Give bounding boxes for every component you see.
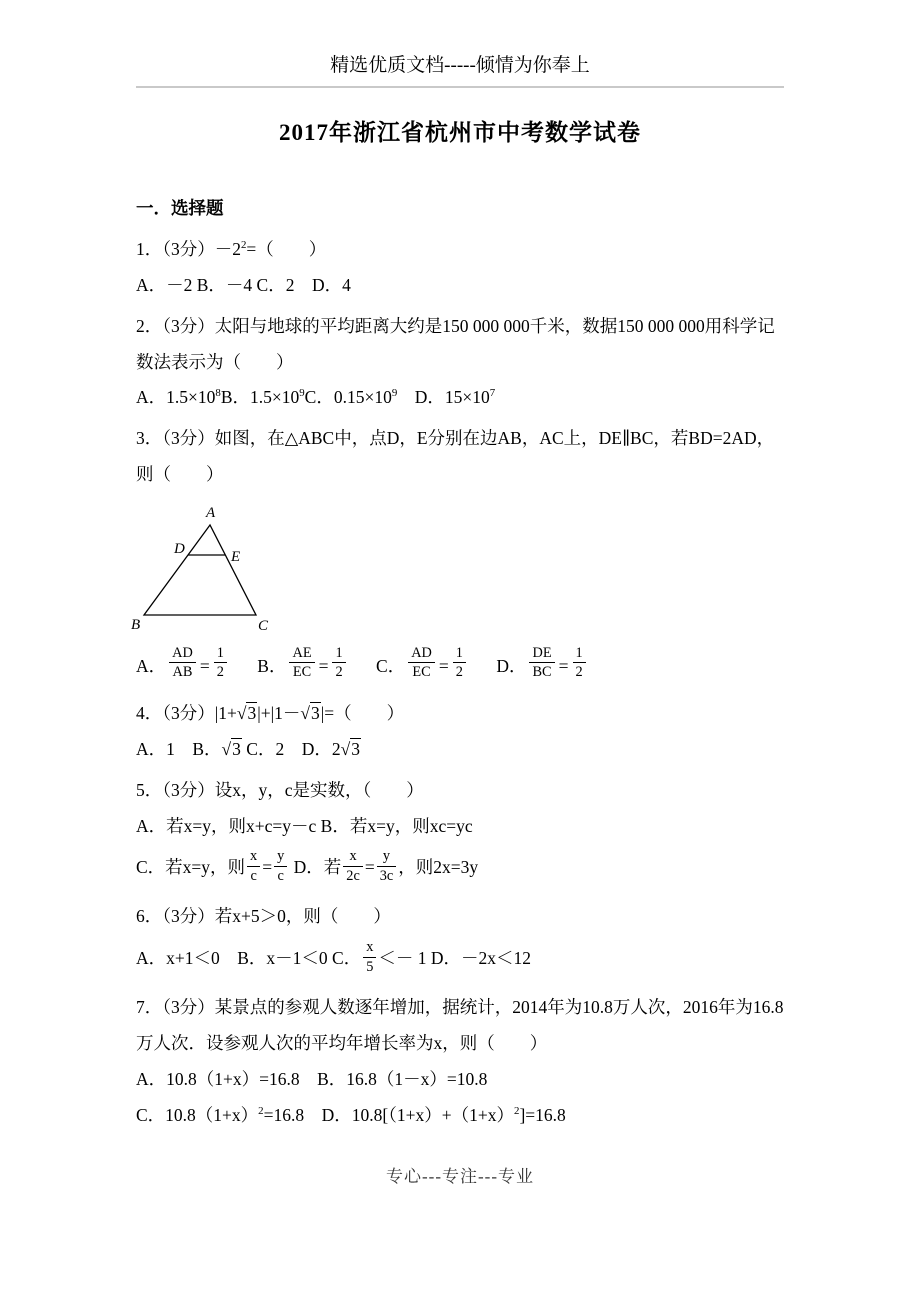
options-text: A．x+1＜0 B．x－1＜0 C． [136,948,362,969]
question-6 [136,899,784,985]
equals-sign: = [364,857,375,878]
option-d [496,645,587,684]
question-4-options [136,732,784,768]
question-5-stem: 5．（3分）设x，y，c是实数，（ ） [136,779,424,800]
vertex-label-c: C [258,618,269,634]
options-text: D．若 [289,857,342,878]
question-3-stem: 3．（3分）如图，在△ABC中，点D，E分别在边AB，AC上，DE∥BC，若BD=2AD，则（ ） [136,428,775,485]
question-5 [136,773,784,895]
question-5-options-row1: A．若x=y，则x+c=y－c B．若x=y，则xc=yc [136,815,473,836]
question-2 [136,309,784,417]
fraction-numerator: x [363,939,376,957]
options-text: ]=16.8 [519,1104,566,1125]
fraction-denominator: EC [292,664,312,681]
option-letter: D． [496,655,527,676]
sqrt-radicand: 3 [232,738,241,759]
fraction-numerator: 1 [332,645,345,663]
exponent: 8 [215,387,221,400]
fraction-denominator: AB [172,664,193,681]
fraction-numerator: x [343,848,363,866]
fraction-numerator: DE [529,645,554,663]
header-text: 精选优质文档-----倾情为你奉上 [330,55,590,76]
fraction-denominator: EC [412,664,431,681]
question-4 [136,696,784,768]
vertex-label-d: D [174,541,185,557]
question-5-options-row2 [136,844,784,894]
option-letter: B． [257,655,287,676]
fraction-denominator: 2 [216,664,224,681]
stem-text: 4．（3分）|1+√ [136,702,247,723]
option-a: A．1.5×10 [136,387,216,408]
question-7 [136,990,784,1134]
sqrt-radicand: 3 [310,702,320,723]
fraction-numerator: AD [169,645,196,663]
fraction [408,645,435,681]
sqrt-radicand: 3 [247,702,257,723]
stem-text: |+|1－√ [257,702,310,723]
question-3 [131,421,784,691]
fraction-denominator: c [277,867,284,884]
fraction [247,848,260,884]
exponent: 2 [258,1105,264,1118]
stem-text: =（ ） [246,238,327,259]
section-heading: 一．选择题 [136,198,224,218]
option-a [136,645,229,684]
options-text: C．若x=y，则 [136,857,246,878]
equals-sign: = [262,857,273,878]
fraction-numerator: 1 [453,645,466,663]
document-body [131,191,784,1195]
fraction-numerator: x [247,848,260,866]
question-1 [136,232,784,304]
question-2-stem: 2．（3分）太阳与地球的平均距离大约是150 000 000千米，数据150 000 000用科学记数法表示为（ ） [136,315,775,372]
fraction [363,939,376,975]
fraction-denominator: c [250,867,257,884]
question-7-options-row1: A．10.8（1+x）=16.8 B．16.8（1－x）=10.8 [136,1069,488,1090]
fraction-denominator: 2 [575,664,583,681]
option-letter: A． [136,655,167,676]
option-b [257,645,347,684]
fraction [169,645,196,681]
question-7-stem: 7．（3分）某景点的参观人数逐年增加，据统计，2014年为10.8万人次，2016年为16.8万人次．设参观人次的平均年增长率为x，则（ ） [136,997,784,1054]
options-text: C．10.8（1+x） [136,1104,259,1125]
vertex-label-a: A [206,505,216,521]
option-letter: C． [376,655,406,676]
exponent: 7 [489,387,496,400]
equals-sign: = [438,655,449,676]
fraction [274,848,287,884]
page-header [136,0,784,88]
equals-sign: = [318,655,329,676]
options-text: A．1 B．√ [136,738,232,759]
option-c: C．0.15×10 [304,387,392,408]
fraction-denominator: 2 [455,664,463,681]
fraction-numerator: AD [408,645,435,663]
sqrt-radicand: 3 [351,738,360,759]
page-title: 2017年浙江省杭州市中考数学试卷 [279,120,641,145]
fraction [214,645,227,681]
option-d: D．15×10 [397,387,490,408]
stem-text: |=（ ） [320,702,405,723]
exponent: 9 [391,387,398,400]
question-6-options [136,935,784,985]
exponent: 9 [299,387,305,400]
fraction [377,848,397,884]
question-7-options-row2 [136,1098,784,1134]
fraction-numerator: y [377,848,397,866]
fraction-denominator: 2c [346,867,360,884]
sqrt-expression [246,702,257,723]
vertex-label-e: E [231,549,241,565]
triangle-figure [130,503,784,637]
question-6-stem: 6．（3分）若x+5＞0，则（ ） [136,906,391,927]
options-text: ，则2x=3y [398,857,479,878]
fraction [529,645,554,681]
equals-sign: = [558,655,569,676]
stem-text: 1．（3分）－2 [136,238,241,259]
fraction [453,645,466,681]
vertex-label-b: B [131,617,141,633]
fraction-denominator: 5 [366,958,374,975]
option-c [376,645,468,684]
option-b: B．1.5×10 [220,387,300,408]
fraction-numerator: 1 [573,645,586,663]
fraction-numerator: y [274,848,287,866]
page-footer: 专心---专注---专业 [386,1166,534,1186]
fraction-numerator: 1 [214,645,227,663]
exponent: 2 [241,239,247,252]
fraction-denominator: BC [532,664,552,681]
sqrt-expression [231,738,242,759]
equals-sign: = [199,655,210,676]
triangle-diagram [130,503,290,637]
exponent: 2 [514,1105,520,1118]
options-text: =16.8 D．10.8[（1+x）+（1+x） [263,1104,515,1125]
fraction [573,645,586,681]
options-text: C．2 D．2√ [241,738,351,759]
options-text: ＜－ 1 D．－2x＜12 [378,948,532,969]
question-2-options [136,380,784,416]
sqrt-expression [310,702,321,723]
fraction [332,645,345,681]
triangle-outline [144,525,256,615]
fraction [343,848,363,884]
fraction-denominator: 3c [379,867,394,884]
question-3-options [136,641,784,691]
question-4-stem [136,696,784,732]
question-1-options: A．－2 B．－4 C．2 D．4 [136,274,351,295]
fraction [289,645,314,681]
fraction-numerator: AE [289,645,314,663]
question-1-stem [136,232,784,268]
sqrt-expression [350,738,361,759]
fraction-denominator: 2 [335,664,343,681]
